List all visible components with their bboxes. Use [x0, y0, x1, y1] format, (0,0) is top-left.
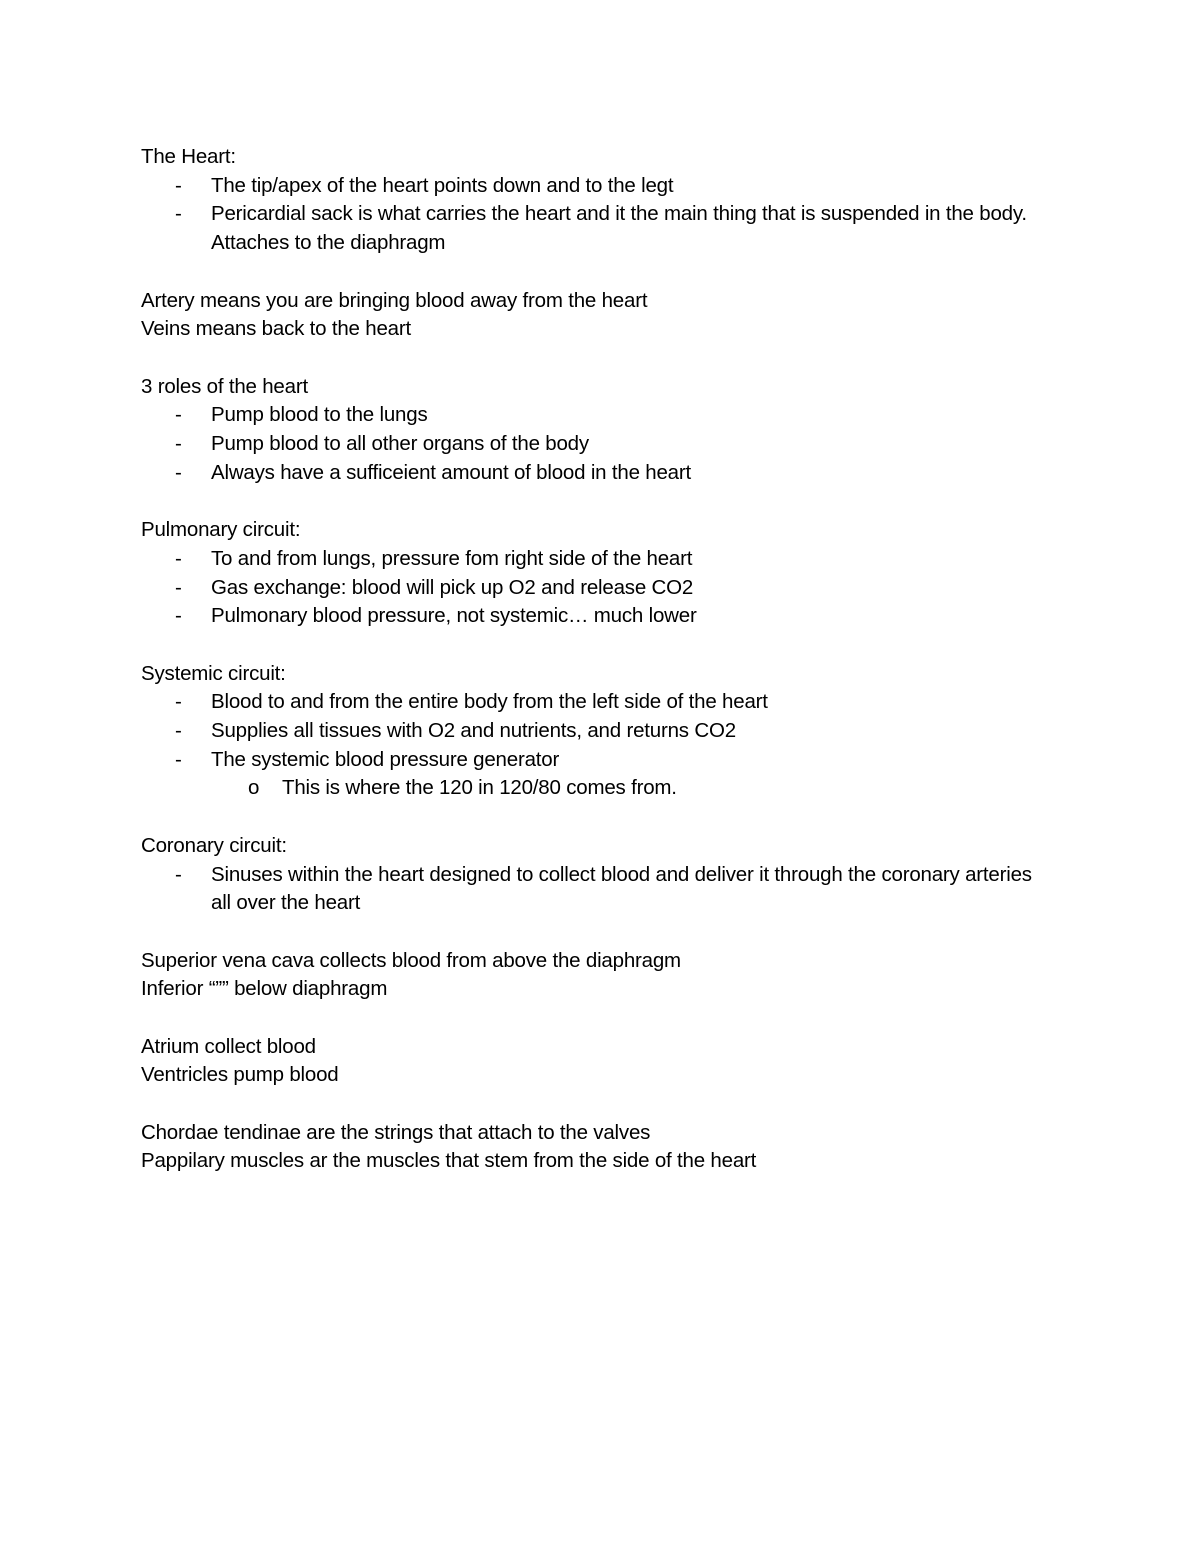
- dash-bullet: -: [175, 202, 182, 226]
- atrium-note: Atrium collect blood: [141, 1034, 316, 1058]
- list-item-text: Pump blood to the lungs: [211, 403, 428, 427]
- list-item-text: Pericardial sack is what carries the heart and it the main thing that is suspended in the body. Attaches to the diaphragm: [211, 202, 1027, 255]
- list-item: [141, 172, 1041, 201]
- list-item-text: To and from lungs, pressure fom right side of the heart: [211, 546, 693, 570]
- roles-bullet-list: [141, 401, 1041, 487]
- list-item: [141, 574, 1041, 603]
- list-item: [141, 602, 1041, 631]
- chordae-tendinae-note: Chordae tendinae are the strings that attach to the valves: [141, 1120, 651, 1144]
- list-item: [141, 459, 1041, 488]
- heart-bullet-list: [141, 172, 1041, 258]
- dash-bullet: -: [175, 173, 182, 197]
- systemic-sub-bullet-list: [141, 774, 1041, 803]
- list-item: [141, 430, 1041, 459]
- list-item-text: The systemic blood pressure generator: [211, 747, 560, 771]
- list-item: [141, 200, 1041, 257]
- list-item: [141, 717, 1041, 746]
- list-item-text: Pump blood to all other organs of the body: [211, 432, 589, 455]
- coronary-bullet-list: [141, 861, 1041, 918]
- list-item-text: Pulmonary blood pressure, not systemic… much lower: [211, 604, 697, 628]
- list-item-text: Gas exchange: blood will pick up O2 and release CO2: [211, 575, 694, 599]
- list-item-text: Sinuses within the heart designed to collect blood and deliver it through the coronary arteries all over the heart: [211, 862, 1032, 915]
- list-item-text: Supplies all tissues with O2 and nutrients, and returns CO2: [211, 719, 736, 742]
- veins-definition: Veins means back to the heart: [141, 317, 411, 341]
- list-item: [141, 545, 1041, 574]
- heading-pulmonary-circuit: Pulmonary circuit:: [141, 518, 301, 542]
- dash-bullet: -: [175, 546, 182, 570]
- superior-vena-cava-note: Superior vena cava collects blood from above the diaphragm: [141, 948, 681, 972]
- sub-list-item-text: This is where the 120 in 120/80 comes from.: [282, 776, 677, 800]
- dash-bullet: -: [175, 604, 182, 628]
- dash-bullet: -: [175, 719, 182, 742]
- list-item-text: Blood to and from the entire body from the left side of the heart: [211, 690, 768, 714]
- heading-systemic-circuit: Systemic circuit:: [141, 661, 286, 685]
- pulmonary-bullet-list: [141, 545, 1041, 631]
- dash-bullet: -: [175, 432, 182, 455]
- ventricles-note: Ventricles pump blood: [141, 1063, 339, 1087]
- list-item: [141, 861, 1041, 918]
- inferior-vena-cava-note: Inferior “”” below diaphragm: [141, 977, 388, 1001]
- dash-bullet: -: [175, 460, 182, 484]
- sub-list-item: [141, 774, 1041, 803]
- dash-bullet: -: [175, 862, 182, 886]
- dash-bullet: -: [175, 403, 182, 427]
- list-item-text: The tip/apex of the heart points down and to the legt: [211, 173, 674, 197]
- list-item-text: Always have a sufficeient amount of blood in the heart: [211, 460, 691, 484]
- dash-bullet: -: [175, 747, 182, 771]
- heading-the-heart: The Heart:: [141, 145, 236, 168]
- list-item: [141, 746, 1041, 775]
- list-item: [141, 688, 1041, 717]
- list-item: [141, 401, 1041, 430]
- heading-roles: 3 roles of the heart: [141, 374, 308, 398]
- systemic-bullet-list: [141, 688, 1041, 774]
- papillary-muscles-note: Pappilary muscles ar the muscles that stem from the side of the heart: [141, 1149, 757, 1173]
- document-body: [141, 143, 1041, 1176]
- dash-bullet: -: [175, 575, 182, 599]
- circle-bullet: o: [248, 776, 260, 800]
- artery-definition: Artery means you are bringing blood away from the heart: [141, 288, 648, 312]
- dash-bullet: -: [175, 690, 182, 714]
- heading-coronary-circuit: Coronary circuit:: [141, 833, 287, 857]
